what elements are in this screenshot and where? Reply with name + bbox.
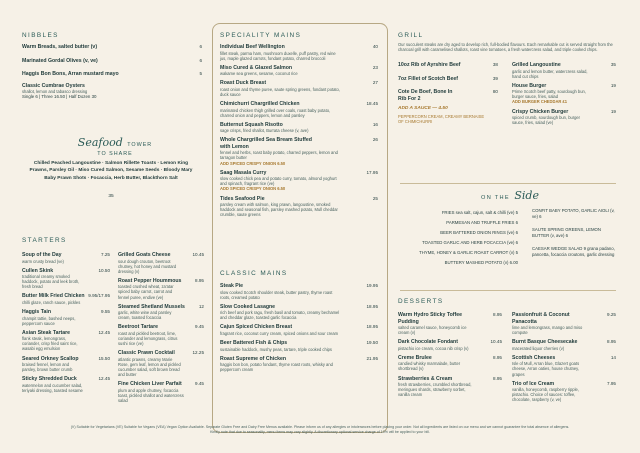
- speciality-title: SPECIALITY MAINS: [220, 32, 302, 39]
- classic-title: CLASSIC MAINS: [220, 270, 288, 277]
- list-item: Whole Chargrilled Sea Bream Stuffed with Lemon fennel and herbs, roast baby potato, charred peppers, lemon and tarragon butter ADD SPICED CRISPY ONION 6.50 26: [220, 137, 378, 166]
- nibbles-list: [22, 44, 202, 104]
- list-item: Fine Chicken Liver Parfait plum and apple chutney, focaccia toast, pickled shallot and watercress salad 9.45: [118, 381, 204, 403]
- list-item: Cullen Skink traditional creamy smoked haddock, potato and leek broth, fresh bread 10.50: [22, 267, 110, 290]
- list-item: Cajun Spiced Chicken Breast fragrant rice, coconut curry cream, spiced onions and sour cream 18.95: [220, 324, 378, 336]
- side-divider: [400, 183, 616, 184]
- list-item: Soup of the Day warm crusty bread (ve) 7.25: [22, 252, 110, 264]
- seafood-tower-price: 35: [108, 194, 114, 199]
- list-item: CAESAR WEDGE SALAD 9 grana padano, pancetta, focaccia croutons, garlic dressing: [532, 245, 615, 258]
- nibbles-title: NIBBLES: [22, 32, 59, 39]
- list-item: Steak Pie slow cooked Scotch shoulder steak, butter pastry, thyme roast roots, creamed potato 19.95: [220, 283, 378, 300]
- list-item: Beer Battered Fish & Chips sustainable haddock, mushy peas, tartare, triple cooked chips 19.50: [220, 340, 378, 352]
- starters-title: STARTERS: [22, 237, 67, 244]
- desserts-left: [398, 312, 502, 401]
- list-item: Cote De Boef, Bone In Rib For 2 80: [398, 89, 498, 102]
- list-item: Individual Beef Wellington fillet steak, parma ham, mushroom duxelle, puff pastry, red wine jus, maple glazed carrots, fondant potato, charred broccoli 40: [220, 44, 378, 61]
- list-item: Strawberries & Cream fresh strawberries, crumbled shortbread, meringues shards, strawberry sorbet, vanilla cream 8.95: [398, 375, 502, 398]
- dessert-divider: [400, 290, 616, 291]
- list-item: Butternut Squash Risotto sage crisps, fried shallot, Burrata cheese (v, ave) 16: [220, 121, 378, 134]
- list-item: Slow Cooked Lasagne rich beef and pork ragu, fresh basil and tomato, creamy bechamel and cheddar glaze, toasted garlic focaccia 18.95: [220, 303, 378, 321]
- list-item: Trio of Ice Cream vanilla, honeycomb, raspberry ripple, pistachio. Choice of sauces: toffee, chocolate, raspberry (v, ve) 7.95: [512, 380, 616, 403]
- list-item: Crispy Chicken Burger spiced crumb, sourdough bun, burger sauce, fries, salad (ve) 19: [512, 108, 616, 126]
- list-item: SAUTE SPRING GREENS, LEMON BUTTER (v, ave) 6: [532, 226, 602, 239]
- list-item: FRIES sea salt, cajun, salt & chilli (ve) 5: [441, 210, 518, 215]
- list-item: Roast Pepper Hoummous toasted crushed wheat, za'atar spiced baby carrot, carrot and fennel puree, endive (ve) 8.95: [118, 277, 204, 300]
- list-item: Scottish Cheeses Isle of Mull, Arran blue, Glazert goats cheese, Arran oaties, house chutney, grapes 14: [512, 354, 616, 377]
- list-item: Sticky Shredded Duck watermelon and cucumber salad, teriyaki dressing, toasted sesame 12.45: [22, 376, 110, 393]
- seafood-tower-heading: Seafood TOWER TO SHARE: [77, 136, 153, 157]
- list-item: Dark Chocolate Fondant pistachio ice cream, cocoa nib crisp (v) 10.45: [398, 339, 502, 351]
- desserts-title: DESSERTS: [398, 298, 444, 305]
- list-item: BEER BATTERED ONION RINGS (ve) 6: [440, 230, 518, 236]
- list-item: Haggis Bon Bons, Arran mustard mayo 5: [22, 71, 202, 77]
- list-item: Roast Supreme of Chicken haggis bon bon, potato fondant, thyme roast roots, whisky and peppercorn cream 21.95: [220, 355, 378, 373]
- list-item: 10oz Rib of Ayrshire Beef 38: [398, 62, 498, 68]
- list-item: Grilled Langoustine garlic and lemon butter, watercress salad, hand cut chips 35: [512, 62, 616, 79]
- list-item: Burnt Basque Cheesecake macerated liquor cherries (v) 8.95: [512, 339, 616, 351]
- list-item: Butter Milk Fried Chicken chilli glaze, ranch sauce, pickles 9.95/17.95: [22, 293, 110, 305]
- list-item: 7oz Fillet of Scotch Beef 39: [398, 75, 498, 82]
- list-item: Warm Breads, salted butter (v) 6: [22, 44, 202, 50]
- side-heading: ON THE Side: [481, 189, 539, 202]
- classic-list: [220, 283, 378, 376]
- list-item: Creme Brulee candied whisky marmalade, butter shortbread (v) 8.95: [398, 354, 502, 372]
- list-item: THYME, HONEY & GARLIC ROAST CARROT (v) 5: [419, 250, 518, 256]
- list-item: Tides Seafood Pie parsley cream with salmon, king prawn, langoustine, smoked haddock and seasonal fish, parsley mashed potato, Mull cheddar crumble, saute greens 25: [220, 195, 378, 218]
- list-item: Classic Prawn Cocktail atlantic prawns, creamy Marie Rose, gem leaf, lemon and pickled cucumber salad, soft brown bread and butter 12.25: [118, 350, 204, 378]
- side-left: [404, 208, 518, 269]
- list-item: Grilled Goats Cheese sour dough crouton, beetroot chutney, hot honey and mustard dressing (v) 10.45: [118, 252, 204, 274]
- list-item: Asian Steak Tartare flank steak, lemongrass, coriander, crisp fried saint rice, wasabi egg emulsion 12.45: [22, 329, 110, 352]
- list-item: CONFIT BABY POTATO, GARLIC AIOLI (v, ve) 6: [532, 208, 615, 220]
- sauce-title: ADD A SAUCE — 4.50: [398, 106, 448, 111]
- starters-left: [22, 252, 110, 397]
- list-item: Roast Duck Breast roast onion and thyme puree, saute spring greens, fondant potato, duck sauce 27: [220, 80, 378, 97]
- list-item: TOASTED GARLIC AND HERB FOCACCIA (ve) 6: [422, 240, 518, 246]
- sauce-desc: PEPPERCORN CREAM, CREAMY BERNAISE OF CHIMICHURRI: [398, 113, 485, 125]
- desserts-right: [512, 312, 616, 406]
- list-item: Passionfruit & Coconut Panacotta lime and lemongrass, mango and miso compote 9.25: [512, 312, 616, 336]
- list-item: PARMESAN AND TRUFFLE FRIES 6: [446, 220, 518, 226]
- list-item: Beetroot Tartare roast and pickled beetroot, lime, coriander and lemongrass, citrus sushi rice (ve) 9.45: [118, 324, 204, 347]
- list-item: Miso Cured & Glazed Salmon wakame sea greens, sesame, coconut rice 23: [220, 64, 378, 77]
- speciality-list: [220, 44, 378, 221]
- grill-steaks: [398, 62, 498, 124]
- grill-others: [512, 62, 616, 129]
- seafood-tower-desc: Chilled Peached Langoustine · Salmon Rillette Toasts · Lemon King Prawns, Parsley Oil · Miso Cured Salmon, Sesame Seeds · Bloody Mary Baby Prawn Shots · Focaccia, Herb Butter, Blackthorn Salt: [29, 161, 193, 181]
- grill-intro: Our succulent steaks are dry aged to develop rich, full-bodied flavours. Each remarkable cut is served straight from the charcoal grill with caramelised shallots, roast vine tomatoes, a fresh watercress salad, and triple cooked chips.: [398, 42, 613, 53]
- list-item: BUTTERY MASHED POTATO (v) 6.00: [444, 260, 518, 266]
- list-item: Steamed Shetland Mussels garlic, white wine and parsley cream, toasted focaccia 12: [118, 303, 204, 321]
- list-item: Haggis Tain champit tattie, bashed neeps, peppercorn sauce 9.55: [22, 309, 110, 326]
- list-item: Marinated Gordal Olives (v, ve) 6: [22, 57, 202, 64]
- side-right: [532, 208, 618, 259]
- grill-title: GRILL: [398, 32, 424, 39]
- starters-right: [118, 252, 204, 407]
- list-item: Seared Orkney Scallop braised fennel, lemon and parsley, brown butter crumb 15.50: [22, 355, 110, 373]
- list-item: Classic Cumbrae Oysters shallot, lemon and tabasco dressing Single 6 | Three 16.50 | Half Dozen 30: [22, 82, 97, 100]
- list-item: Saag Masala Curry slow cooked chick pea and potato curry, tomato, almond yoghurt and spinach, fragrant rice (ve) ADD SPICED CRISPY ONION 6.50 17.95: [220, 169, 378, 192]
- list-item: Warm Hydro Sticky Toffee Pudding salted caramel sauce, honeycomb ice cream (v) 8.95: [398, 312, 502, 336]
- footer-note: (V) Suitable for Vegetarians (VE) Suitable for Vegans (VEA) Vegan Option Available. Separate Gluten Free and Dairy Free Menus available. Please inform us of any allergies or intolerances before placing your order. Not all ingredients are listed on our menu and we cannot guarantee the total absence of allergens. Kindly note that due to seasonality, menu items may vary slightly. A discretionary optional service charge of 10% will be applied to your bill.: [70, 425, 570, 434]
- list-item: House Burger Prime Scotch beef patty, sourdough bun, burger sauce, fries, salad ADD BURGER CHEDDAR £1 19: [512, 82, 616, 105]
- list-item: Chimichurri Chargrilled Chicken marinated chicken thigh grilled over coals, roast baby potato, charred onion and peppers, lemon and parsley 18.45: [220, 101, 378, 118]
